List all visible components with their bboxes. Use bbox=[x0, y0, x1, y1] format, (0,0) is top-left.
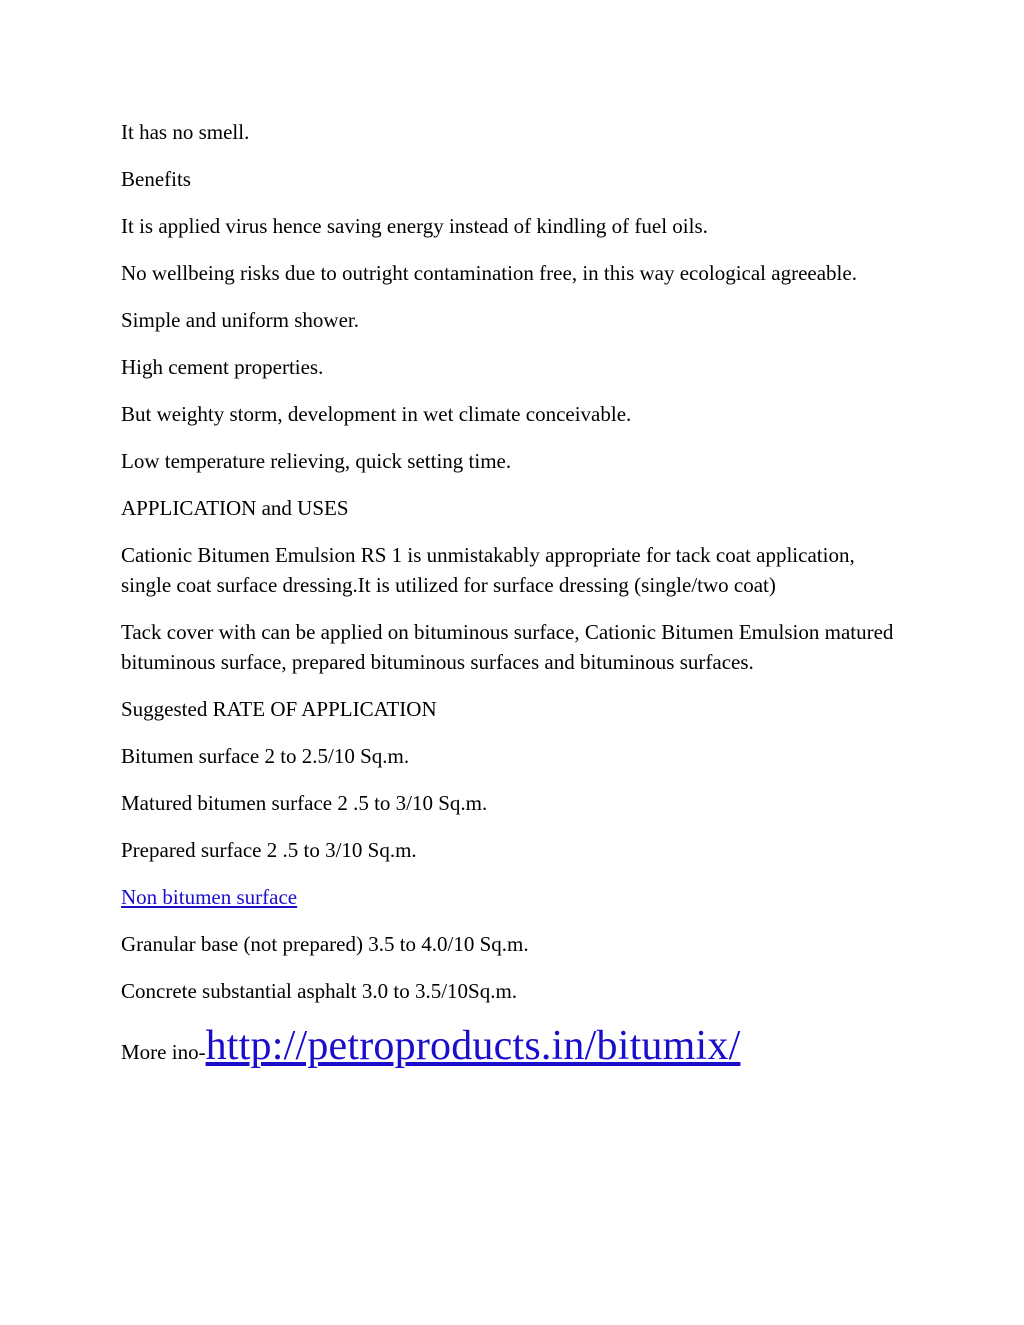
heading-benefits: Benefits bbox=[121, 167, 191, 191]
paragraph-benefit-storm: But weighty storm, development in wet climate conceivable. bbox=[121, 402, 632, 426]
paragraph-application-description: Cationic Bitumen Emulsion RS 1 is unmistakably appropriate for tack coat application, single coat surface dressing.It is utilized for surface dressing (single/two coat) bbox=[121, 543, 855, 597]
petroproducts-url-link[interactable]: http://petroproducts.in/bitumix/ bbox=[205, 1023, 741, 1069]
paragraph-benefit-temperature: Low temperature relieving, quick setting time. bbox=[121, 449, 512, 473]
paragraph-benefit-cement: High cement properties. bbox=[121, 355, 324, 379]
non-bitumen-surface-link[interactable]: Non bitumen surface bbox=[121, 885, 298, 909]
paragraph-rate-granular-base: Granular base (not prepared) 3.5 to 4.0/10 Sq.m. bbox=[121, 932, 529, 956]
document-page bbox=[121, 117, 901, 1092]
more-info-label: More ino- bbox=[121, 1040, 206, 1064]
paragraph-benefit-wellbeing: No wellbeing risks due to outright contamination free, in this way ecological agreeable. bbox=[121, 261, 857, 285]
paragraph-benefit-shower: Simple and uniform shower. bbox=[121, 308, 359, 332]
paragraph-no-smell: It has no smell. bbox=[121, 120, 250, 144]
paragraph-rate-bitumen-surface: Bitumen surface 2 to 2.5/10 Sq.m. bbox=[121, 744, 410, 768]
paragraph-rate-prepared-surface: Prepared surface 2 .5 to 3/10 Sq.m. bbox=[121, 838, 417, 862]
paragraph-tack-cover: Tack cover with can be applied on bituminous surface, Cationic Bitumen Emulsion matured bituminous surface, prepared bituminous surfaces and bituminous surfaces. bbox=[121, 620, 894, 674]
heading-application-uses: APPLICATION and USES bbox=[121, 496, 349, 520]
heading-rate-of-application: Suggested RATE OF APPLICATION bbox=[121, 697, 437, 721]
paragraph-rate-matured-bitumen: Matured bitumen surface 2 .5 to 3/10 Sq.m. bbox=[121, 791, 488, 815]
paragraph-non-bitumen bbox=[121, 882, 901, 912]
paragraph-benefit-energy: It is applied virus hence saving energy instead of kindling of fuel oils. bbox=[121, 214, 708, 238]
more-info-line bbox=[121, 1023, 901, 1075]
paragraph-rate-concrete: Concrete substantial asphalt 3.0 to 3.5/10Sq.m. bbox=[121, 979, 518, 1003]
